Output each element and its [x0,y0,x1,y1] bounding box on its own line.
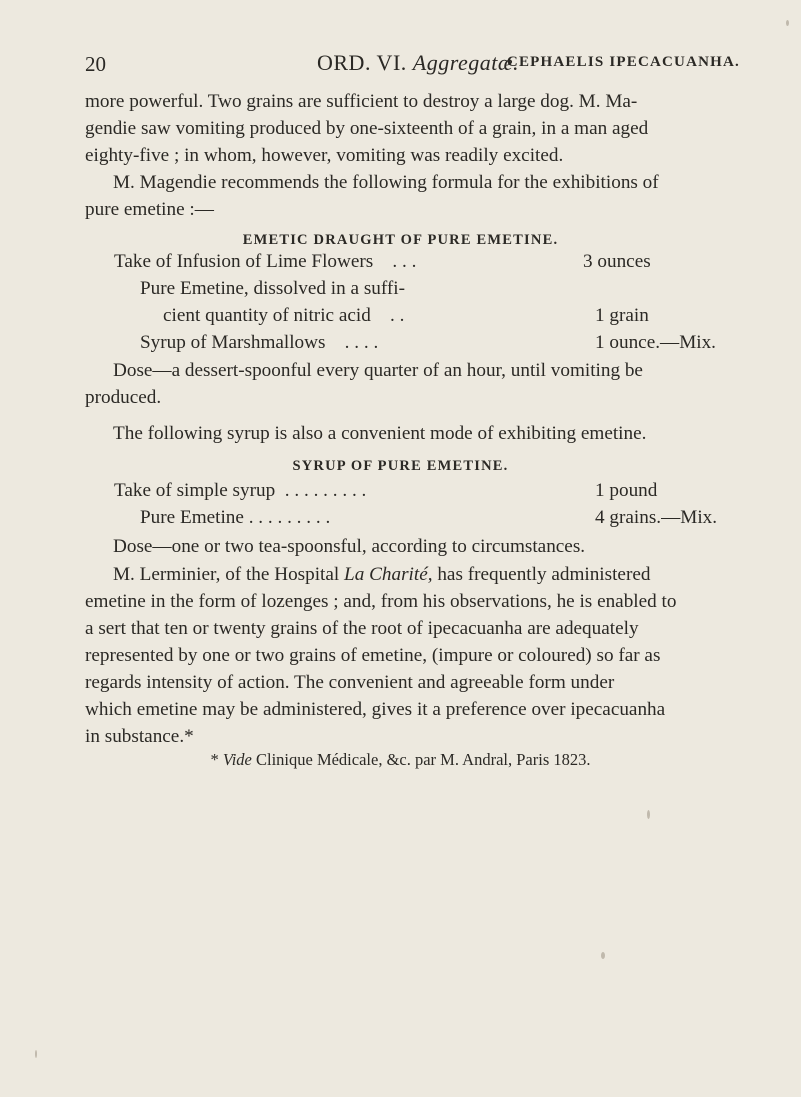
para1-line: gendie saw vomiting produced by one-sixteenth of a grain, in a man aged [85,118,649,139]
footnote-vide: Vide [222,750,252,769]
order-name: Aggregatæ. [412,50,519,75]
recipe2-heading: SYRUP OF PURE EMETINE. [292,458,509,474]
recipe1-qty-2: 1 grain [595,305,649,326]
recipe1-qty-3: 1 ounce.—Mix. [595,332,716,353]
recipe2-ingredient-1: Take of simple syrup . . . . . . . . . [114,480,367,501]
order-prefix: ORD. VI. [317,50,407,75]
para2-line: M. Magendie recommends the following formula for the exhibitions of [113,172,659,193]
paper-speck [647,810,650,819]
para4-line: M. Lerminier, of the Hospital La Charité, has frequently administered [113,564,651,585]
footnote-marker: * [210,750,219,769]
paper-speck [786,20,789,26]
para4-line: a sert that ten or twenty grains of the root of ipecacuanha are adequately [85,618,639,639]
recipe2-qty-2: 4 grains.—Mix. [595,507,718,528]
para4-line: which emetine may be administered, gives it a preference over ipecacuanha [85,699,666,720]
recipe2-qty-1: 1 pound [595,480,658,501]
paper-speck [601,952,605,959]
recipe1-ingredient-1: Take of Infusion of Lime Flowers . . . [114,251,417,272]
para4-line: represented by one or two grains of emetine, (impure or coloured) so far as [85,645,661,666]
paper-speck [35,1050,37,1058]
running-title: CEPHAELIS IPECACUANHA. [506,54,740,70]
para2-line: pure emetine :— [85,199,214,220]
para1-line: more powerful. Two grains are sufficient to destroy a large dog. M. Ma- [85,91,638,112]
recipe2-dose-line: Dose—one or two tea-spoonsful, according to circumstances. [113,536,586,557]
recipe1-ingredient-2b: cient quantity of nitric acid . . [163,305,405,326]
para4-line: emetine in the form of lozenges ; and, from his observations, he is enabled to [85,591,677,612]
para4-line: in substance.* [85,726,194,747]
recipe1-qty-1: 3 ounces [583,251,651,272]
recipe2-ingredient-2: Pure Emetine . . . . . . . . . [140,507,331,528]
footnote [0,750,801,770]
recipe1-ingredient-2a: Pure Emetine, dissolved in a suffi- [140,278,406,299]
para1-line: eighty-five ; in whom, however, vomiting was readily excited. [85,145,564,166]
para3-line: The following syrup is also a convenient mode of exhibiting emetine. [113,423,647,444]
footnote-text: Clinique Médicale, &c. par M. Andral, Paris 1823. [251,750,591,769]
order-label [317,50,519,76]
recipe1-ingredient-3: Syrup of Marshmallows . . . . [140,332,379,353]
recipe1-heading: EMETIC DRAUGHT OF PURE EMETINE. [242,232,559,248]
recipe1-dose-line: produced. [85,387,162,408]
recipe1-dose-line: Dose—a dessert-spoonful every quarter of an hour, until vomiting be [113,360,643,381]
page-number: 20 [85,52,106,76]
para4-line: regards intensity of action. The convenient and agreeable form under [85,672,615,693]
page-header [85,50,740,80]
